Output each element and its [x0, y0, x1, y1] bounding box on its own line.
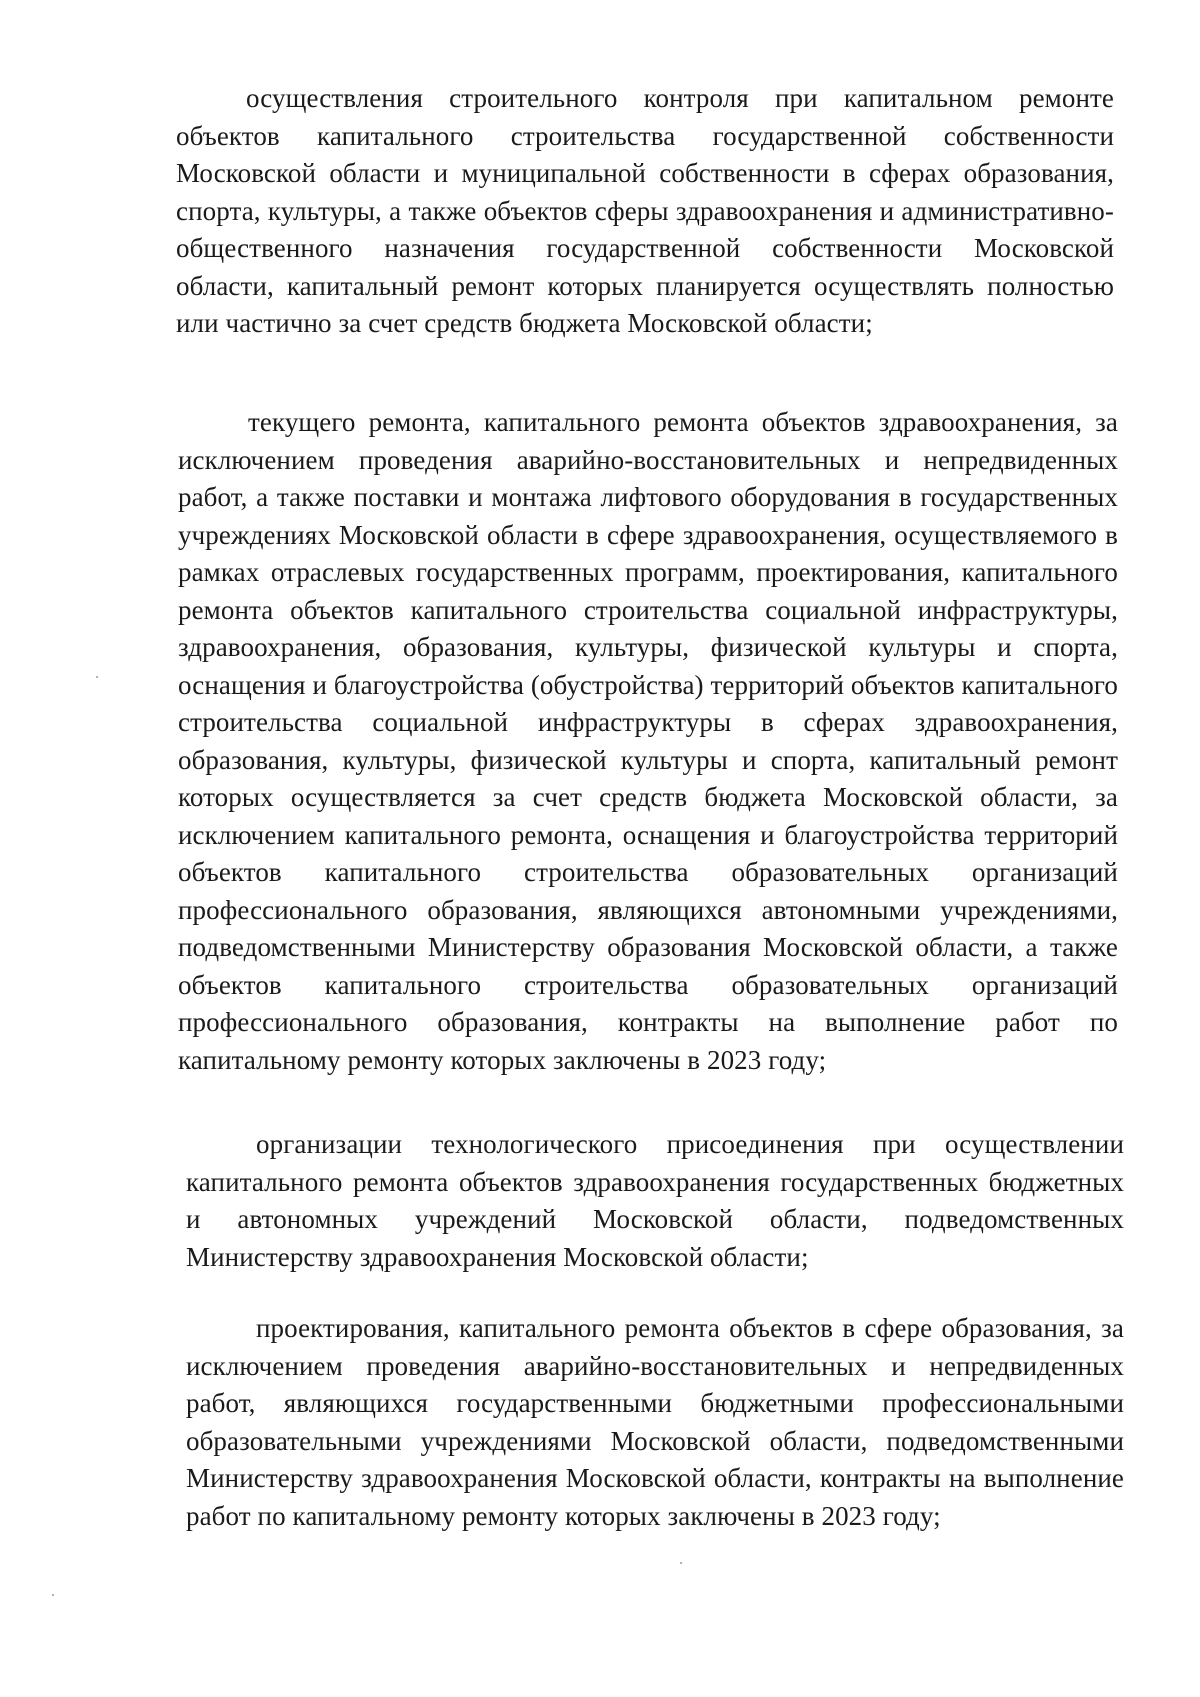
paragraph: организации технологического присоединения при осуществлении капитального ремонта объектов здравоохранения государственных бюджетных и автономных учреждений Московской области, подведомственных Министерству здравоохранения Московской области; — [186, 1129, 1124, 1272]
paragraph-2-block — [178, 404, 1118, 1079]
paragraph: проектирования, капитального ремонта объектов в сфере образования, за исключением проведения аварийно-восстановительных и непредвиденных работ, являющихся государственными бюджетными профессиональными образовательными учреждениями Московской области, подведомственными Министерству здравоохранения Московской области, контракты на выполнение работ по капитальному ремонту которых заключены в 2023 году; — [186, 1313, 1124, 1531]
paragraph-4-block — [186, 1310, 1124, 1535]
scan-speck — [96, 676, 98, 678]
paragraph-1-block — [176, 80, 1114, 343]
paragraph: текущего ремонта, капитального ремонта объектов здравоохранения, за исключением проведения аварийно-восстановительных и непредвиденных работ, а также поставки и монтажа лифтового оборудования в государственных учреждениях Московской области в сфере здравоохранения, осуществляемого в рамках отраслевых государственных программ, проектирования, капитального ремонта объектов капитального строительства социальной инфраструктуры, здравоохранения, образования, культуры, физической культуры и спорта, оснащения и благоустройства (обустройства) территорий объектов капитального строительства социальной инфраструктуры в сферах здравоохранения, образования, культуры, физической культуры и спорта, капитальный ремонт которых осуществляется за счет средств бюджета Московской области, за исключением капитального ремонта, оснащения и благоустройства территорий объектов капитального строительства образовательных организаций профессионального образования, являющихся автономными учреждениями, подведомственными Министерству образования Московской области, а также объектов капитального строительства образовательных организаций профессионального образования, контракты на выполнение работ по капитальному ремонту которых заключены в 2023 году; — [178, 407, 1118, 1075]
scan-speck — [52, 1594, 54, 1596]
paragraph-3-block — [186, 1126, 1124, 1276]
paragraph: осуществления строительного контроля при капитальном ремонте объектов капитального строительства государственной собственности Московской области и муниципальной собственности в сферах образования, спорта, культуры, а также объектов сферы здравоохранения и административно-общественного назначения государственной собственности Московской области, капитальный ремонт которых планируется осуществлять полностью или частично за счет средств бюджета Московской области; — [176, 83, 1114, 338]
scan-speck — [680, 1562, 682, 1564]
